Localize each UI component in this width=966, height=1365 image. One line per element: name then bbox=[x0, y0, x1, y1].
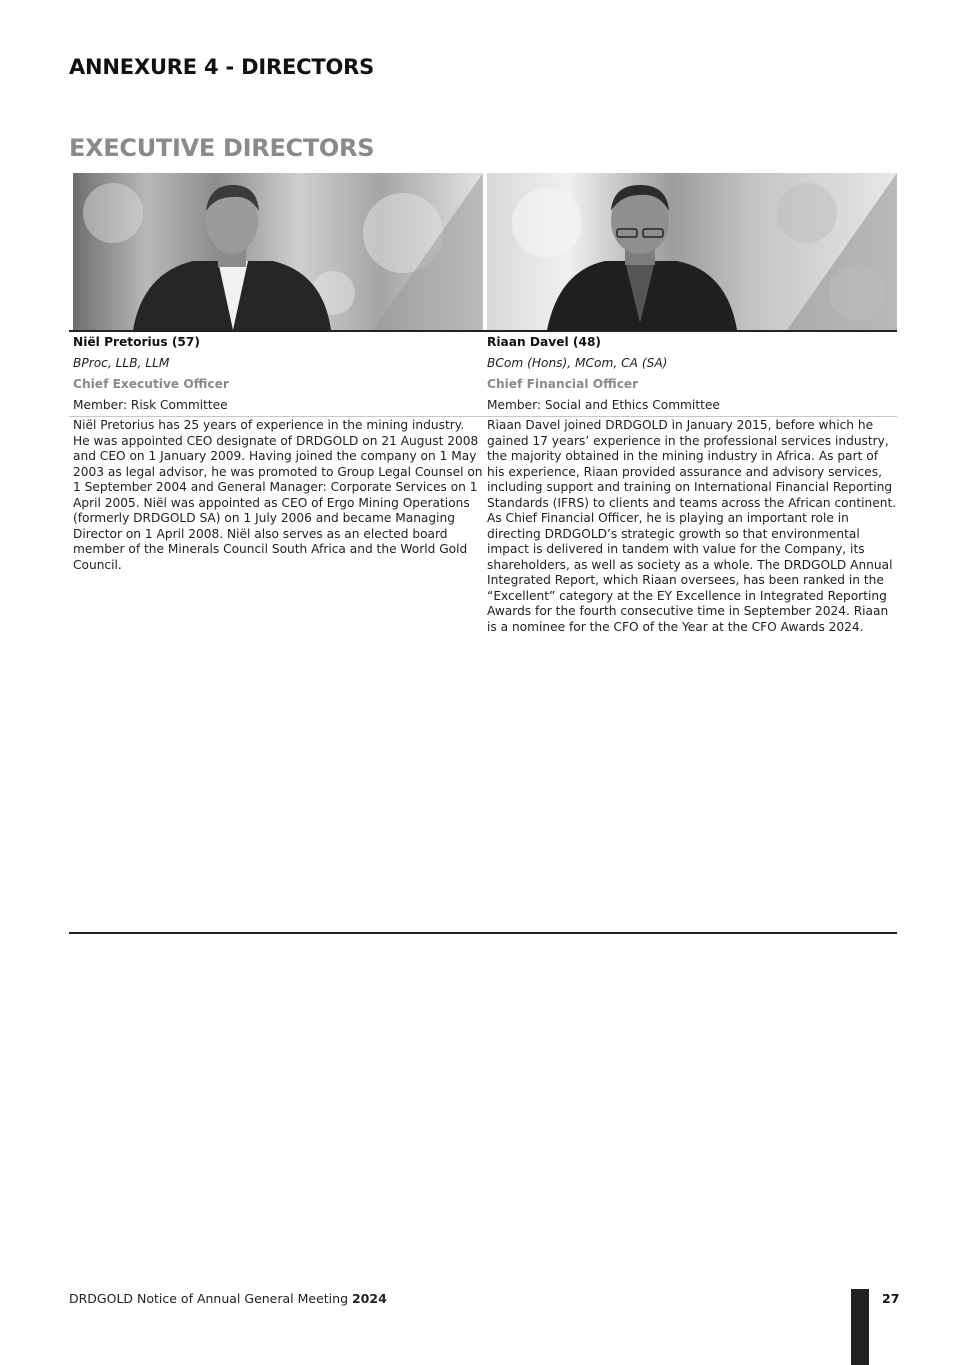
section-bottom-rule bbox=[69, 932, 897, 934]
director-card-cfo bbox=[487, 332, 897, 416]
director-membership: Member: Social and Ethics Committee bbox=[487, 398, 720, 412]
page-number: 27 bbox=[882, 1291, 900, 1306]
director-photo-cfo bbox=[487, 173, 897, 330]
section-title: EXECUTIVE DIRECTORS bbox=[69, 134, 375, 162]
director-qualifications: BProc, LLB, LLM bbox=[73, 356, 170, 370]
footer-year: 2024 bbox=[351, 1291, 387, 1306]
annexure-title: ANNEXURE 4 - DIRECTORS bbox=[69, 55, 375, 79]
director-bio: Niël Pretorius has 25 years of experience in the mining industry. He was appointed CEO designate of DRDGOLD on 21 August 2008 and CEO on 1 January 2009. Having joined the company on 1 May 2003 as legal advisor, he was promoted to Group Legal Counsel on 1 September 2004 and General Manager: Corporate Services on 1 April 2005. Niël was appointed as CEO of Ergo Mining Operations (formerly DRDGOLD SA) on 1 July 2006 and became Managing Director on 1 April 2008. Niël also serves as an elected board member of the Minerals Council South Africa and the World Gold Council. bbox=[73, 418, 483, 572]
director-name: Niël Pretorius (57) bbox=[73, 335, 200, 349]
director-bio: Riaan Davel joined DRDGOLD in January 2015, before which he gained 17 years’ experience in the professional services industry, the majority obtained in the mining industry in Africa. As part of his experience, Riaan provided assurance and advisory services, including support and training on International Financial Reporting Standards (IFRS) to clients and teams across the African continent. As Chief Financial Officer, he is playing an important role in directing DRDGOLD’s strategic growth so that environmental impact is delivered in tandem with value for the Company, its shareholders, as well as society as a whole. The DRDGOLD Annual Integrated Report, which Riaan oversees, has been ranked in the “Excellent” category at the EY Excellence in Integrated Reporting Awards for the fourth consecutive time in September 2024. Riaan is a nominee for the CFO of the Year at the CFO Awards 2024. bbox=[487, 418, 897, 634]
director-membership: Member: Risk Committee bbox=[73, 398, 228, 412]
director-qualifications: BCom (Hons), MCom, CA (SA) bbox=[487, 356, 668, 370]
footer-text: DRDGOLD Notice of Annual General Meeting bbox=[69, 1291, 352, 1306]
director-card-ceo bbox=[73, 332, 483, 416]
director-role: Chief Executive Officer bbox=[73, 377, 229, 391]
footer-bar bbox=[851, 1289, 869, 1365]
director-photo-ceo bbox=[73, 173, 483, 330]
director-role: Chief Financial Officer bbox=[487, 377, 639, 391]
director-name: Riaan Davel (48) bbox=[487, 335, 602, 349]
table-divider bbox=[69, 416, 897, 417]
footer-title bbox=[69, 1291, 387, 1306]
